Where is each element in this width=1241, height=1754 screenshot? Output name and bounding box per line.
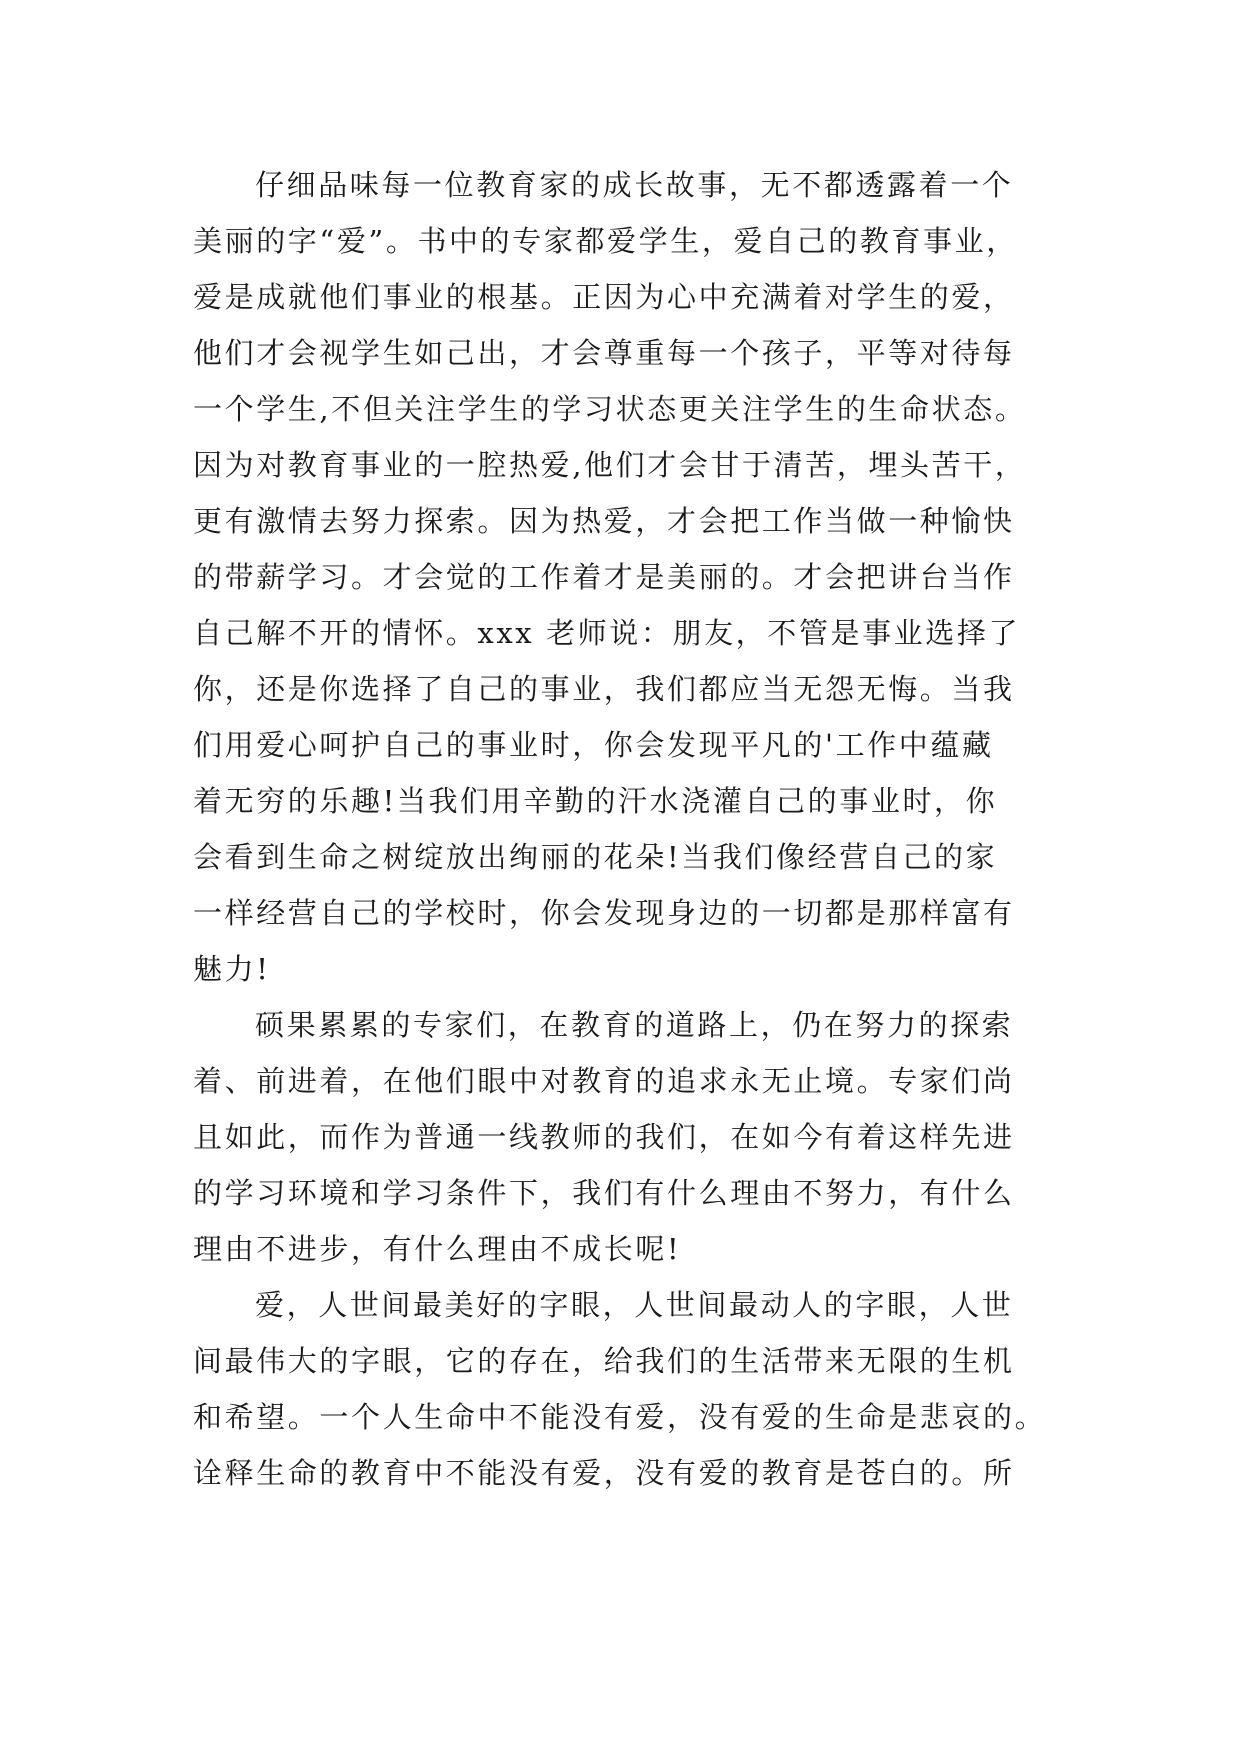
text-line: 诠释生命的教育中不能没有爱，没有爱的教育是苍白的。所 [193, 1456, 1015, 1490]
text-line: 爱，人世间最美好的字眼，人世间最动人的字眼，人世 [255, 1288, 1014, 1322]
text-line: 们用爱心呵护自己的事业时，你会发现平凡的'工作中蕴藏 [193, 728, 994, 762]
text-line: 会看到生命之树绽放出绚丽的花朵!当我们像经营自己的家 [193, 840, 998, 874]
text-line: 爱是成就他们事业的根基。正因为心中充满着对学生的爱， [193, 280, 1015, 314]
text-line: 你，还是你选择了自己的事业，我们都应当无怨无悔。当我 [193, 672, 1015, 706]
text-line: 一样经营自己的学校时，你会发现身边的一切都是那样富有 [193, 896, 1015, 930]
text-line: 间最伟大的字眼，它的存在，给我们的生活带来无限的生机 [193, 1344, 1015, 1378]
text-line: 着无穷的乐趣!当我们用辛勤的汗水浇灌自己的事业时，你 [193, 784, 998, 818]
body-text [193, 157, 1073, 1501]
text-line: 因为对教育事业的一腔热爱,他们才会甘于清苦，埋头苦干， [193, 448, 1027, 482]
text-line: 和希望。一个人生命中不能没有爱，没有爱的生命是悲哀的。 [193, 1400, 1047, 1434]
text-line: 理由不进步，有什么理由不成长呢! [193, 1232, 682, 1266]
text-line: 美丽的字“爱”。书中的专家都爱学生，爱自己的教育事业， [193, 224, 1018, 258]
text-line: 他们才会视学生如己出，才会尊重每一个孩子，平等对待每 [193, 336, 1015, 370]
text-line: 仔细品味每一位教育家的成长故事，无不都透露着一个 [255, 168, 1014, 202]
text-line: 硕果累累的专家们，在教育的道路上，仍在努力的探索 [255, 1008, 1014, 1042]
text-line: 着、前进着，在他们眼中对教育的追求永无止境。专家们尚 [193, 1064, 1015, 1098]
text-line: 且如此，而作为普通一线教师的我们，在如今有着这样先进 [193, 1120, 1015, 1154]
text-line: 的带薪学习。才会觉的工作着才是美丽的。才会把讲台当作 [193, 560, 1015, 594]
text-line: 魅力! [193, 952, 271, 986]
text-line: 更有激情去努力探索。因为热爱，才会把工作当做一种愉快 [193, 504, 1015, 538]
text-line: 的学习环境和学习条件下，我们有什么理由不努力，有什么 [193, 1176, 1015, 1210]
text-line: 自己解不开的情怀。xxx 老师说：朋友，不管是事业选择了 [193, 616, 1021, 650]
text-line: 一个学生,不但关注学生的学习状态更关注学生的生命状态。 [193, 392, 1027, 426]
